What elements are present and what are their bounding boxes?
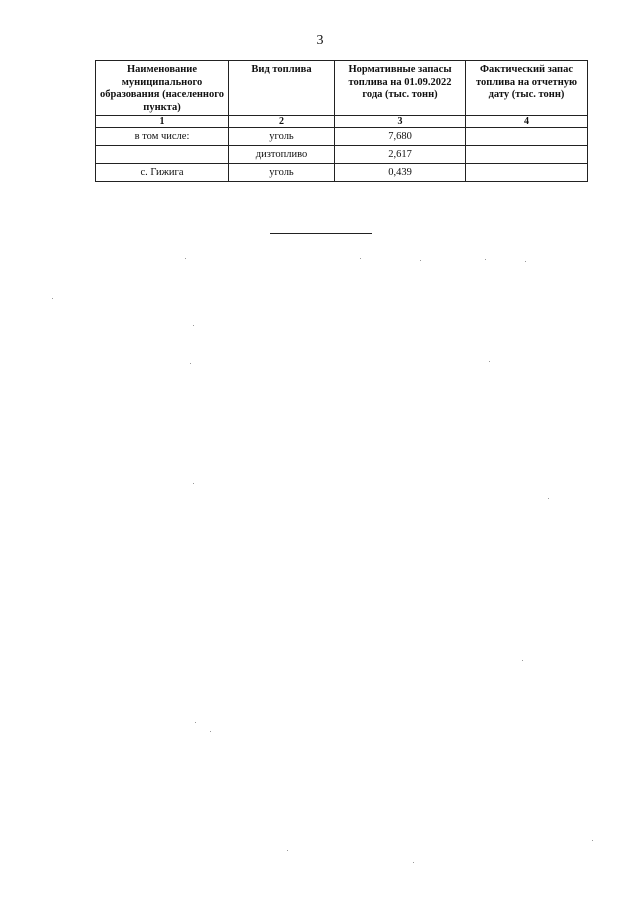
- cell-fuel-type: уголь: [229, 128, 335, 146]
- column-number: 1: [96, 116, 229, 128]
- column-number-row: [96, 116, 588, 128]
- cell-actual-reserve: [466, 164, 588, 182]
- scan-speck: [413, 862, 414, 863]
- scan-speck: [287, 850, 288, 851]
- header-municipality: Наименование муниципального образования (населенного пункта): [96, 61, 229, 116]
- header-normative-reserve: Нормативные запасы топлива на 01.09.2022 года (тыс. тонн): [335, 61, 466, 116]
- page-number: 3: [316, 33, 324, 48]
- scan-speck: [592, 840, 593, 841]
- scan-speck: [522, 660, 523, 661]
- scan-speck: [489, 361, 490, 362]
- cell-actual-reserve: [466, 146, 588, 164]
- table-header-row: [96, 61, 588, 116]
- scan-speck: [193, 325, 194, 326]
- scan-speck: [190, 363, 191, 364]
- cell-municipality: [96, 146, 229, 164]
- table-row: [96, 128, 588, 146]
- scan-speck: [52, 298, 53, 299]
- end-separator-line: [270, 233, 372, 234]
- cell-municipality: с. Гижига: [96, 164, 229, 182]
- scan-speck: [210, 731, 211, 732]
- cell-fuel-type: уголь: [229, 164, 335, 182]
- scan-speck: [525, 261, 526, 262]
- scan-speck: [360, 258, 361, 259]
- cell-normative-reserve: 2,617: [335, 146, 466, 164]
- scan-speck: [485, 259, 486, 260]
- cell-normative-reserve: 0,439: [335, 164, 466, 182]
- scan-speck: [548, 498, 549, 499]
- column-number: 4: [466, 116, 588, 128]
- scan-speck: [193, 483, 194, 484]
- table-row: [96, 146, 588, 164]
- scan-speck: [420, 260, 421, 261]
- table-row: [96, 164, 588, 182]
- header-actual-reserve: Фактический запас топлива на отчетную дату (тыс. тонн): [466, 61, 588, 116]
- column-number: 2: [229, 116, 335, 128]
- fuel-reserve-table: [95, 60, 588, 182]
- scan-speck: [185, 258, 186, 259]
- scan-speck: [195, 722, 196, 723]
- cell-fuel-type: дизтопливо: [229, 146, 335, 164]
- column-number: 3: [335, 116, 466, 128]
- cell-municipality: в том числе:: [96, 128, 229, 146]
- cell-normative-reserve: 7,680: [335, 128, 466, 146]
- cell-actual-reserve: [466, 128, 588, 146]
- header-fuel-type: Вид топлива: [229, 61, 335, 116]
